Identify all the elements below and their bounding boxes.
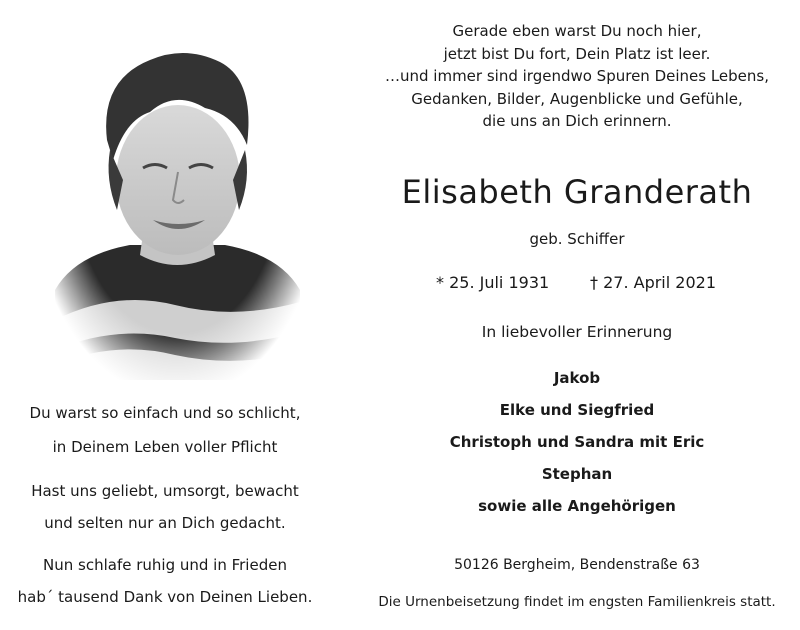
memory-heading: In liebevoller Erinnerung (481, 323, 673, 341)
deceased-name: Elisabeth Granderath (401, 173, 753, 211)
portrait-photo (55, 20, 300, 380)
death-symbol: † (590, 273, 598, 292)
verse-line-4: Gedanken, Bilder, Augenblicke und Gefühle, (411, 89, 743, 108)
memorial-verse (372, 20, 782, 133)
birth-symbol: * (436, 273, 444, 292)
birth-date: 25. Juli 1931 (449, 273, 550, 292)
poem-line-5: Nun schlafe ruhig und in Frieden (43, 556, 287, 574)
verse-line-2: jetzt bist Du fort, Dein Platz ist leer. (443, 44, 711, 63)
maiden-name: geb. Schiffer (529, 230, 625, 248)
burial-note: Die Urnenbeisetzung findet im engsten Familienkreis statt. (378, 594, 776, 610)
birth-date-group (436, 272, 549, 294)
mourner-2: Elke und Siegfried (499, 401, 655, 419)
verse-line-3: …und immer sind irgendwo Spuren Deines Lebens, (384, 67, 770, 85)
portrait-image (55, 20, 300, 380)
mourner-1: Jakob (553, 369, 601, 387)
poem-line-3: Hast uns geliebt, umsorgt, bewacht (31, 482, 299, 500)
mourner-4: Stephan (541, 465, 613, 483)
mourner-5: sowie alle Angehörigen (478, 497, 676, 515)
death-date-group (590, 272, 716, 294)
poem-line-6: hab´ tausend Dank von Deinen Lieben. (17, 588, 313, 606)
address: 50126 Bergheim, Bendenstraße 63 (454, 557, 700, 573)
verse-line-1: Gerade eben warst Du noch hier, (452, 22, 702, 40)
poem-line-2: in Deinem Leben voller Pflicht (52, 438, 278, 456)
poem-line-4: und selten nur an Dich gedacht. (44, 514, 286, 532)
death-date: 27. April 2021 (603, 273, 716, 292)
poem-line-1: Du warst so einfach und so schlicht, (29, 404, 301, 422)
verse-line-5: die uns an Dich erinnern. (482, 112, 672, 130)
mourner-3: Christoph und Sandra mit Eric (449, 433, 705, 451)
